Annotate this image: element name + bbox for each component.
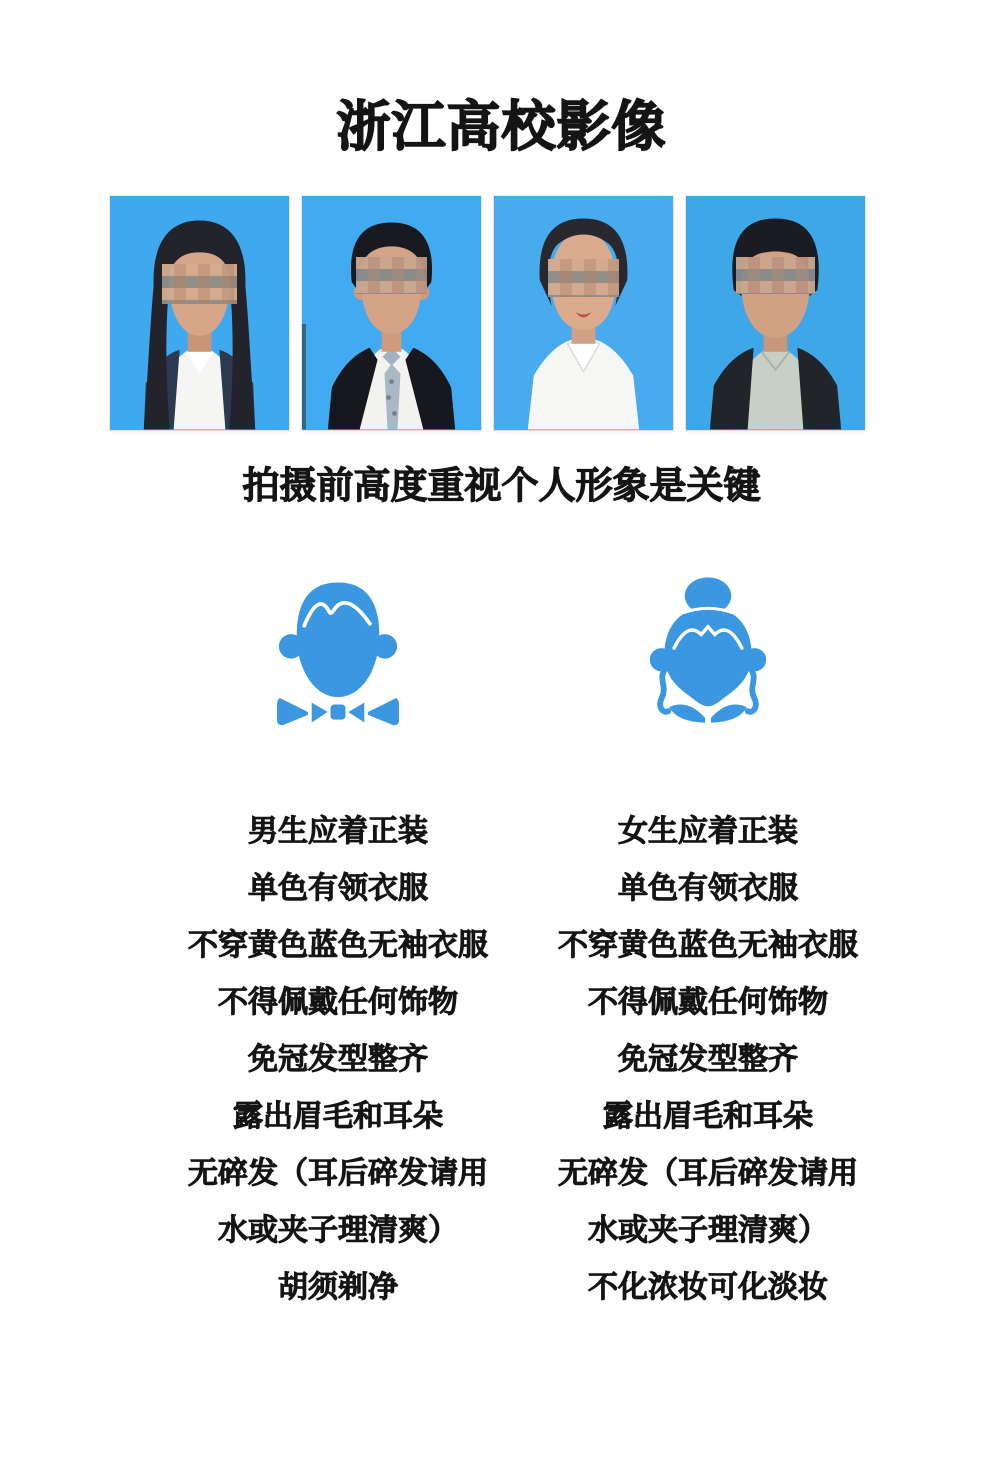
female-rules-list	[538, 806, 878, 1304]
id-photo-2-illustration	[302, 196, 481, 430]
face-pixelation-overlay	[356, 257, 428, 294]
id-photo-4-illustration	[686, 196, 865, 430]
face-pixelation-overlay	[548, 259, 620, 296]
id-photo-female-pulled-back-hair	[494, 196, 673, 430]
man-bowtie-icon	[168, 572, 508, 734]
rule-line: 水或夹子理清爽）	[218, 1214, 458, 1247]
rule-line: 无碎发（耳后碎发请用	[188, 1157, 488, 1190]
rule-line: 女生应着正装	[618, 815, 798, 848]
male-rules-column	[168, 572, 508, 1319]
id-photo-3-illustration	[494, 196, 673, 430]
id-photo-1-illustration	[110, 196, 289, 430]
rule-line: 单色有领衣服	[248, 872, 428, 905]
id-photo-female-long-hair	[110, 196, 289, 430]
rule-line: 不穿黄色蓝色无袖衣服	[188, 929, 488, 962]
rule-line: 不化浓妆可化淡妆	[588, 1271, 828, 1304]
male-rules-list	[168, 806, 508, 1304]
face-pixelation-overlay	[736, 257, 815, 294]
rule-line: 男生应着正装	[248, 815, 428, 848]
sample-photo-row	[110, 196, 865, 430]
rule-line: 不得佩戴任何饰物	[588, 986, 828, 1019]
page-title: 浙江高校影像	[336, 97, 667, 157]
rule-line: 不得佩戴任何饰物	[218, 986, 458, 1019]
subtitle: 拍摄前高度重视个人形象是关键	[242, 465, 761, 506]
rule-line: 不穿黄色蓝色无袖衣服	[558, 929, 858, 962]
woman-bun-hair-icon	[538, 572, 878, 734]
rule-line: 水或夹子理清爽）	[588, 1214, 828, 1247]
rule-line: 胡须剃净	[278, 1271, 398, 1304]
rule-line: 无碎发（耳后碎发请用	[558, 1157, 858, 1190]
rule-line: 露出眉毛和耳朵	[233, 1100, 443, 1133]
rule-line: 免冠发型整齐	[618, 1043, 798, 1076]
rule-line: 露出眉毛和耳朵	[603, 1100, 813, 1133]
id-photo-male-dark-jacket	[686, 196, 865, 430]
id-photo-male-suit-tie	[302, 196, 481, 430]
face-pixelation-overlay	[162, 264, 237, 304]
rule-line: 单色有领衣服	[618, 872, 798, 905]
rule-line: 免冠发型整齐	[248, 1043, 428, 1076]
female-rules-column	[538, 572, 878, 1319]
